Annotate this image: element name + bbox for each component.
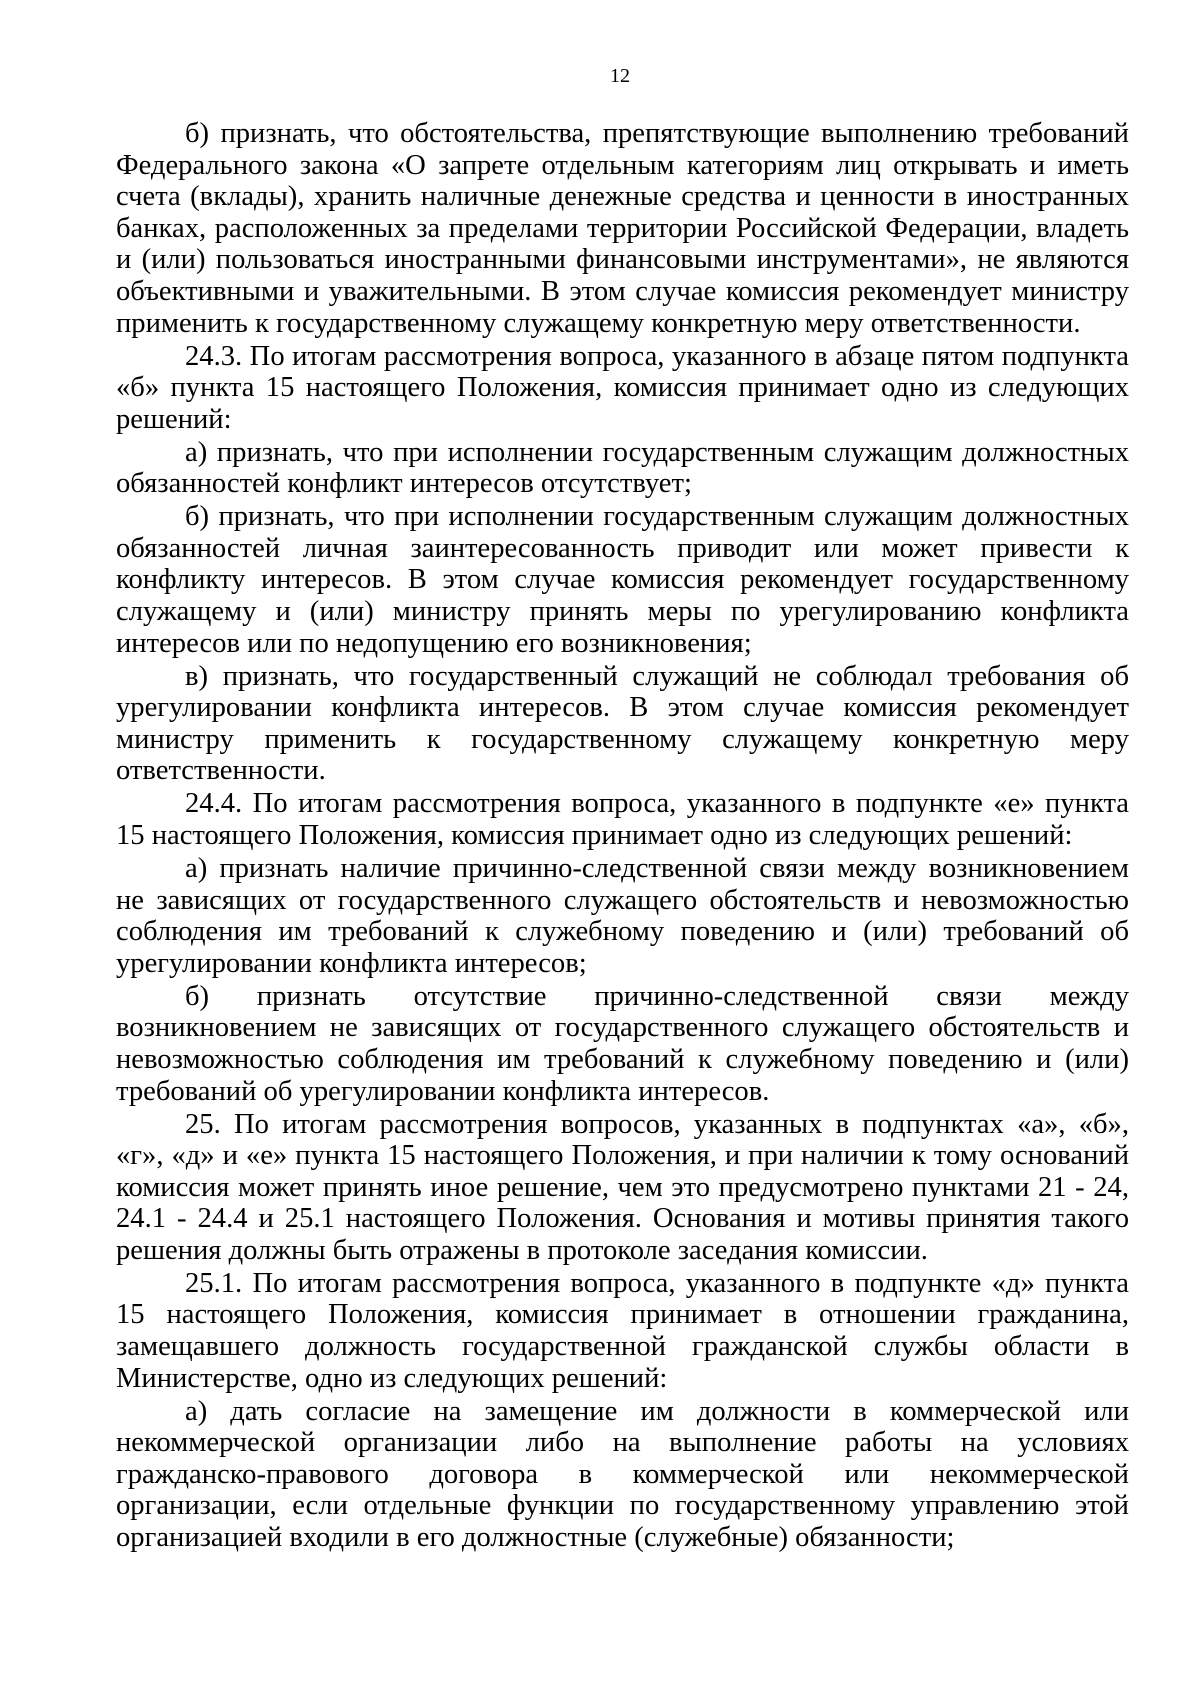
paragraph-24-3-a: а) признать, что при исполнении государственным служащим должностных обязанностей конфликт интересов отсутствует; [116,436,1129,500]
paragraph-24-4-a: а) признать наличие причинно-следственной связи между возникновением не зависящих от государственного служащего обстоятельств и невозможностью соблюдения им требований к служебному поведению и (или) требований об урегулировании конфликта интересов; [116,853,1129,979]
document-body [116,118,1129,1554]
paragraph-24-3-b: б) признать, что при исполнении государственным служащим должностных обязанностей личная заинтересованность приводит или может привести к конфликту интересов. В этом случае комиссия рекомендует государственному служащему и (или) министру принять меры по урегулированию конфликта интересов или по недопущению его возникновения; [116,501,1129,659]
paragraph-subitem-b-objective-reasons: б) признать, что обстоятельства, препятствующие выполнению требований Федерального закона «О запрете отдельным категориям лиц открывать и иметь счета (вклады), хранить наличные денежные средства и ценности в иностранных банках, расположенных за пределами территории Российской Федерации, владеть и (или) пользоваться иностранными финансовыми инструментами», не являются объективными и уважительными. В этом случае комиссия рекомендует министру применить к государственному служащему конкретную меру ответственности. [116,118,1129,339]
page-number: 12 [610,65,630,87]
paragraph-24-3: 24.3. По итогам рассмотрения вопроса, указанного в абзаце пятом подпункта «б» пункта 15 настоящего Положения, комиссия принимает одно из следующих решений: [116,340,1129,435]
paragraph-24-4: 24.4. По итогам рассмотрения вопроса, указанного в подпункте «е» пункта 15 настоящего Положения, комиссия принимает одно из следующих решений: [116,788,1129,852]
paragraph-25-1-a: а) дать согласие на замещение им должности в коммерческой или некоммерческой организации либо на выполнение работы на условиях гражданско-правового договора в коммерческой или некоммерческой организации, если отдельные функции по государственному управлению этой организацией входили в его должностные (служебные) обязанности; [116,1395,1129,1554]
paragraph-25-1: 25.1. По итогам рассмотрения вопроса, указанного в подпункте «д» пункта 15 настоящего Положения, комиссия принимает в отношении гражданина, замещавшего должность государственной гражданской службы области в Министерстве, одно из следующих решений: [116,1267,1129,1394]
paragraph-24-3-c: в) признать, что государственный служащий не соблюдал требования об урегулировании конфликта интересов. В этом случае комиссия рекомендует министру применить к государственному служащему конкретную меру ответственности. [116,660,1129,787]
paragraph-24-4-b: б) признать отсутствие причинно-следственной связи между возникновением не зависящих от государственного служащего обстоятельств и невозможностью соблюдения им требований к служебному поведению и (или) требований об урегулировании конфликта интересов. [116,980,1129,1107]
paragraph-25: 25. По итогам рассмотрения вопросов, указанных в подпунктах «а», «б», «г», «д» и «е» пункта 15 настоящего Положения, и при наличии к тому оснований комиссия может принять иное решение, чем это предусмотрено пунктами 21 - 24, 24.1 - 24.4 и 25.1 настоящего Положения. Основания и мотивы принятия такого решения должны быть отражены в протоколе заседания комиссии. [116,1108,1129,1266]
